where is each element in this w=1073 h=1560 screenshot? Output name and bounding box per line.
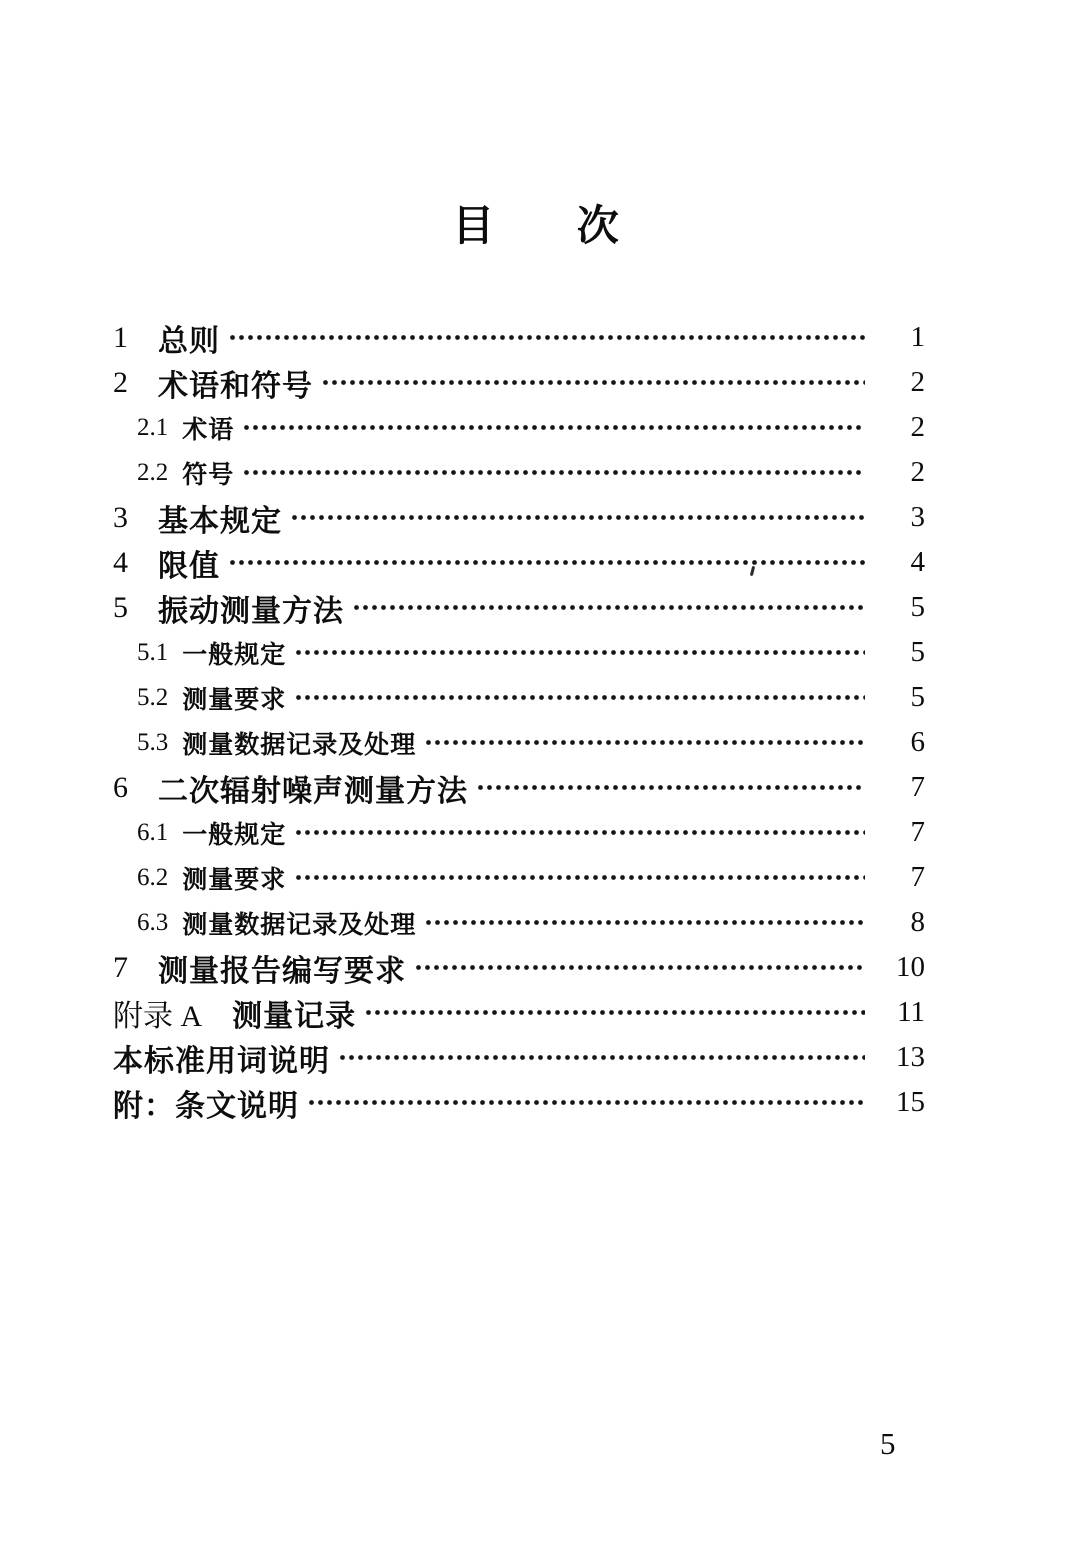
toc-leader-dots [364,990,865,1035]
toc-entry [113,990,925,1035]
toc-entry [113,450,925,495]
toc-leader-dots [294,675,865,720]
toc-entry-title: 测量数据记录及处理 [182,910,417,939]
toc-entry-page: 13 [896,1041,925,1073]
toc-entry-title: 测量数据记录及处理 [182,730,417,759]
toc-entry [113,675,925,720]
toc-entry-title: 测量要求 [182,865,287,894]
toc-entry-title: 测量要求 [182,685,287,714]
toc-entry-page: 5 [910,591,925,623]
toc-entry-title: 总则 [158,324,220,358]
toc-entry-number: 5.3 [137,728,169,756]
toc-entry-title: 测量报告编写要求 [158,954,406,988]
toc-entry-title: 测量记录 [232,999,357,1033]
toc-entry [113,945,925,990]
toc-leader-dots [476,765,865,810]
toc-entry-page: 11 [897,996,925,1028]
toc-entry [113,315,925,360]
toc-entry-title: 基本规定 [158,504,282,538]
toc-entry-page: 2 [910,366,925,398]
toc-entry-number: 6.1 [137,818,169,846]
toc-entry-title: 二次辐射噪声测量方法 [158,774,468,808]
toc-entry-number: 3 [113,500,128,534]
toc-entry [113,585,925,630]
toc-entry-page: 3 [910,501,925,533]
toc-entry-page: 5 [910,636,925,668]
toc-entry-page: 2 [910,456,925,488]
toc-leader-dots [307,1080,865,1125]
toc-leader-dots [228,540,865,585]
toc-list [113,315,925,1125]
toc-entry [113,720,925,765]
toc-entry-page: 6 [910,726,925,758]
toc-entry-number: 1 [113,320,128,354]
toc-entry-title: 振动测量方法 [158,594,344,628]
toc-entry-page: 7 [910,861,925,893]
toc-leader-dots [414,945,865,990]
toc-entry-number: 5.1 [137,638,169,666]
toc-leader-dots [294,630,865,675]
toc-entry-title: 一般规定 [182,820,287,849]
toc-leader-dots [294,810,865,855]
toc-entry-title: 附：条文说明 [113,1089,299,1123]
toc-entry-title: 符号 [182,460,235,489]
toc-leader-dots [424,720,865,765]
toc-entry-number: 6 [113,770,128,804]
toc-leader-dots [290,495,865,540]
toc-entry [113,405,925,450]
folio-page-number: 5 [880,1426,896,1461]
toc-entry [113,765,925,810]
toc-entry-title: 本标准用词说明 [113,1044,330,1078]
toc-entry-title: 限值 [158,549,220,583]
toc-leader-dots [294,855,865,900]
toc-entry [113,495,925,540]
toc-entry-page: 15 [896,1086,925,1118]
toc-entry-number: 4 [113,545,128,579]
toc-leader-dots [321,360,865,405]
toc-entry-title: 术语和符号 [158,369,313,403]
toc-entry [113,1080,925,1125]
toc-entry-number: 2.1 [137,413,169,441]
toc-entry-page: 1 [910,321,925,353]
toc-entry-number: 2.2 [137,458,169,486]
toc-leader-dots [424,900,865,945]
toc-entry-number: 5.2 [137,683,169,711]
toc-entry-number: 6.3 [137,908,169,936]
toc-entry-number: 附录 A [113,999,203,1033]
toc-entry-number: 2 [113,365,128,399]
toc-entry [113,630,925,675]
toc-entry-number: 6.2 [137,863,169,891]
toc-leader-dots [242,405,865,450]
toc-entry-page: 5 [910,681,925,713]
toc-entry-title: 一般规定 [182,640,287,669]
toc-leader-dots [352,585,865,630]
toc-leader-dots [242,450,865,495]
toc-entry [113,855,925,900]
toc-entry [113,540,925,585]
toc-leader-dots [228,315,865,360]
toc-entry-page: 4 [910,546,925,578]
toc-entry-page: 7 [910,816,925,848]
toc-entry-number: 7 [113,950,128,984]
toc-leader-dots [338,1035,865,1080]
toc-entry-page: 7 [910,771,925,803]
page-title: 目 次 [452,201,621,250]
toc-entry [113,900,925,945]
toc-entry [113,1035,925,1080]
toc-entry-page: 8 [910,906,925,938]
toc-entry [113,810,925,855]
toc-entry-number: 5 [113,590,128,624]
toc-entry-page: 2 [910,411,925,443]
toc-entry [113,360,925,405]
toc-entry-title: 术语 [182,415,235,444]
toc-entry-page: 10 [896,951,925,983]
